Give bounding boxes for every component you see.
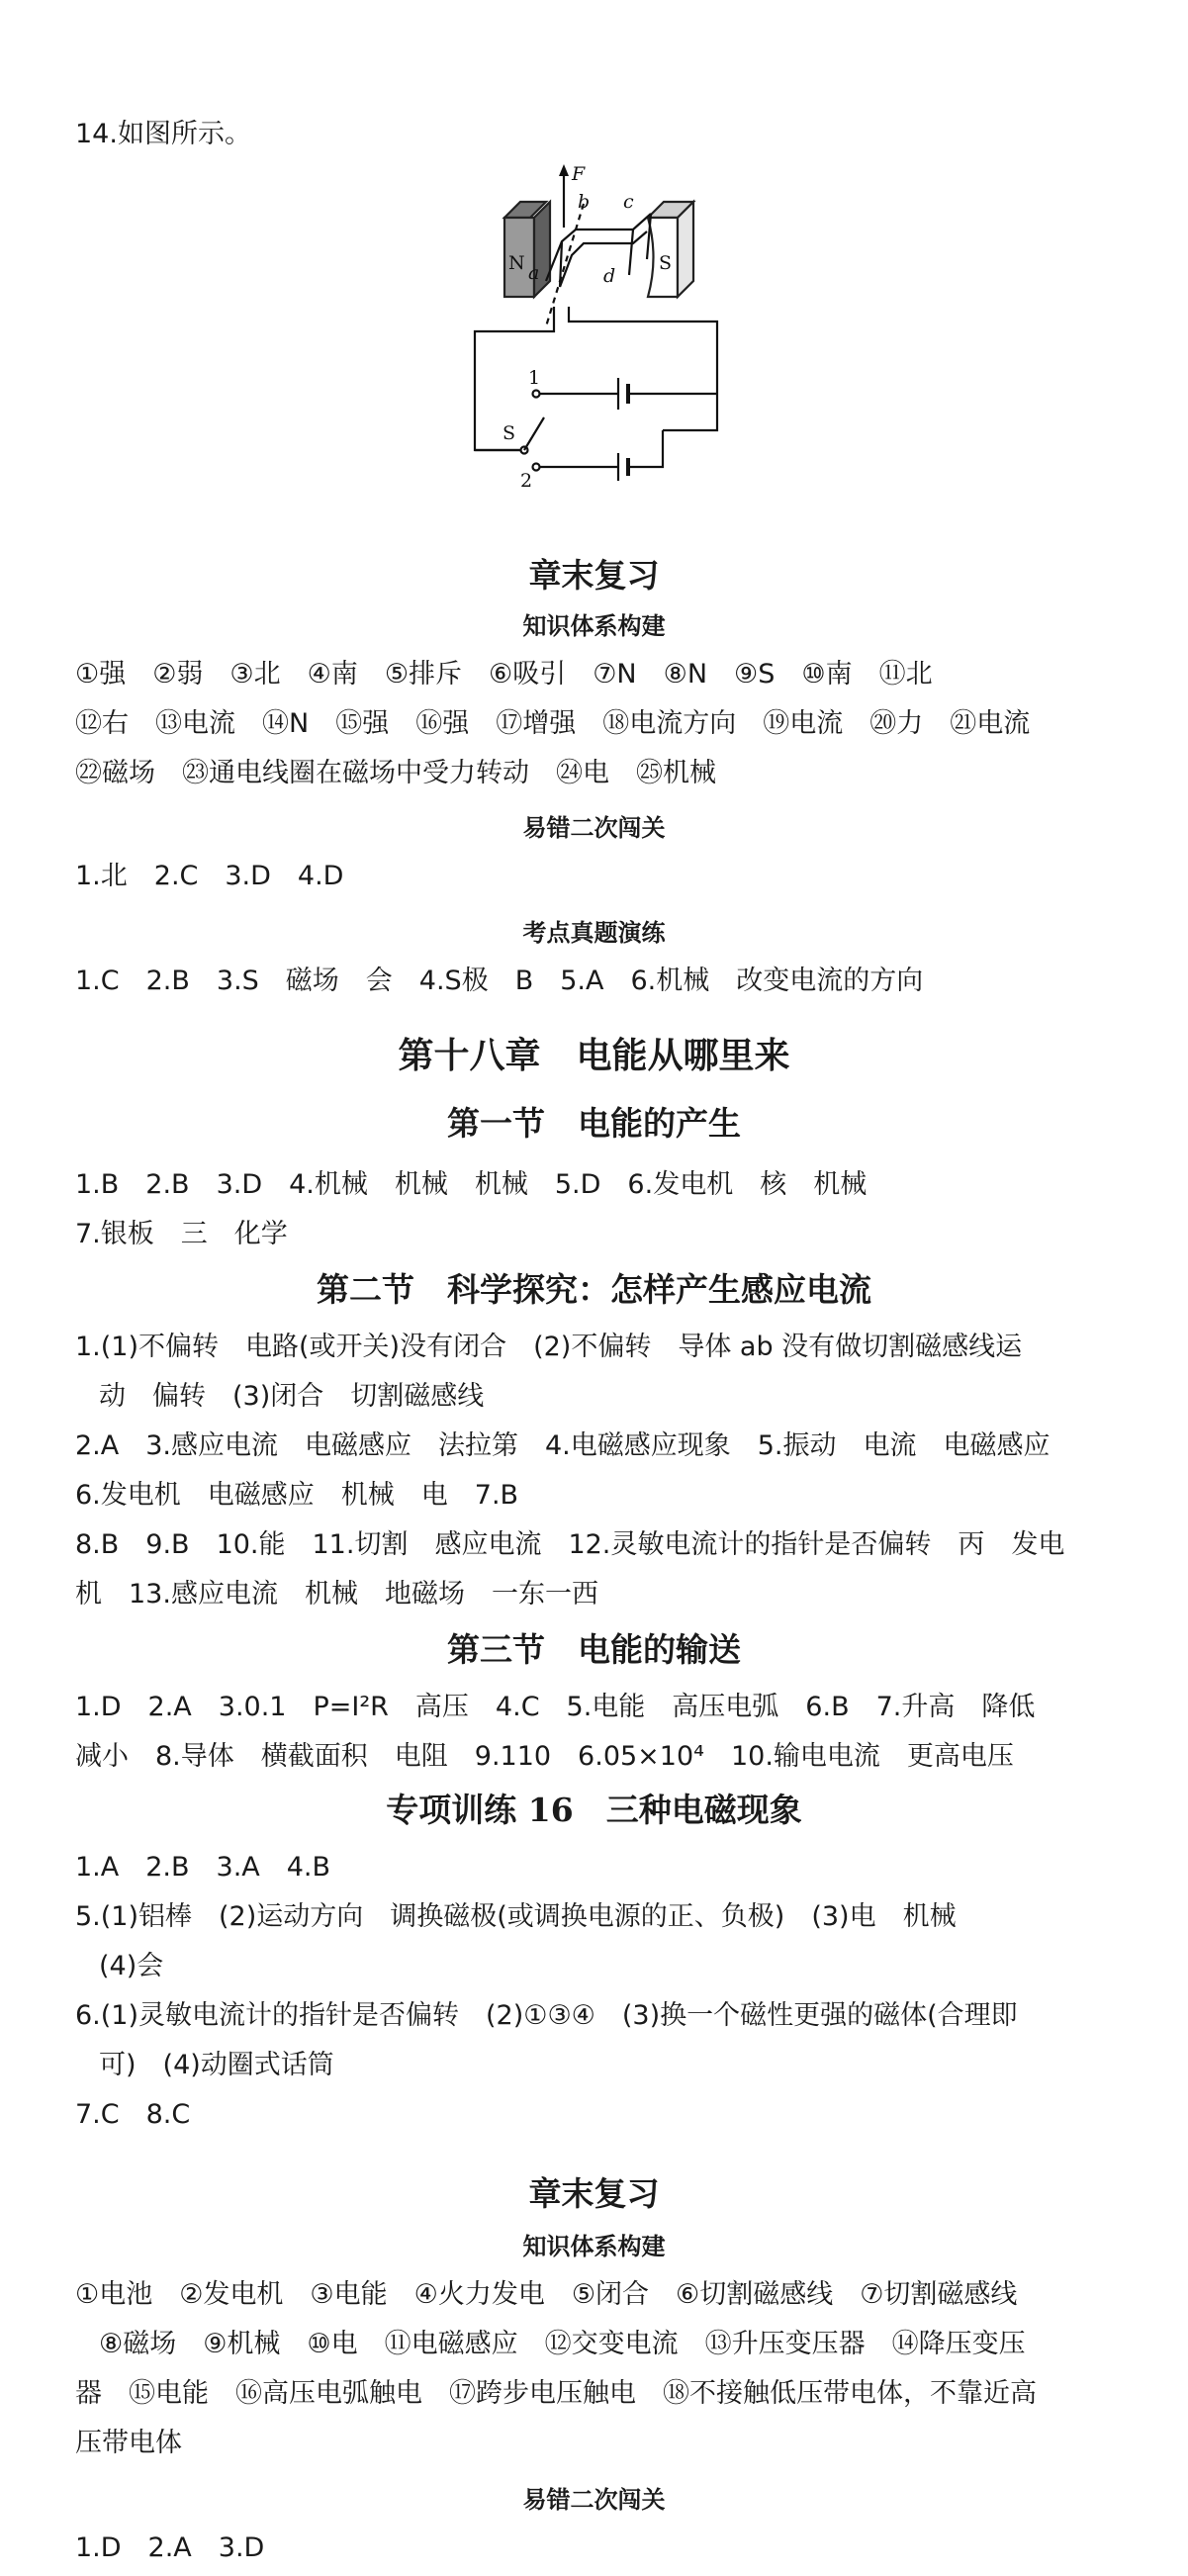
ch18-s1-title: 第一节 电能的产生 [447, 1104, 741, 1143]
ch18-kb-line-3: 器 ⑮电能 ⑯高压电弧触电 ⑰跨步电压触电 ⑱不接触低压带电体，不靠近高 [75, 2378, 1037, 2409]
label-s-pole: S [659, 252, 673, 274]
ch17-kb-line-3: ㉒磁场 ㉓通电线圈在磁场中受力转动 ㉔电 ㉕机械 [75, 758, 716, 788]
ch18-err-line: 1.D 2.A 3.D [75, 2532, 265, 2563]
label-d: d [603, 265, 616, 287]
ch17-kb-title: 知识体系构建 [522, 612, 666, 640]
special-line-2: 5.(1)铝棒 (2)运动方向 调换磁极(或调换电源的正、负极) (3)电 机械 [75, 1901, 957, 1932]
terminal-1-label: 1 [528, 367, 541, 389]
electromagnet-circuit-diagram [465, 158, 742, 500]
ch17-exam-title: 考点真题演练 [522, 919, 666, 947]
switch-label: S [503, 422, 516, 444]
ch18-s2-line-1: 1.(1)不偏转 电路(或开关)没有闭合 (2)不偏转 导体 ab 没有做切割磁感线运 [75, 1332, 1023, 1362]
ch18-s3-line-2: 减小 8.导体 横截面积 电阻 9.110 6.05×10⁴ 10.输电电流 更高电压 [75, 1741, 1014, 1772]
ch17-err-line: 1.北 2.C 3.D 4.D [75, 861, 344, 891]
ch17-err-title: 易错二次闯关 [522, 814, 666, 842]
special-training-title: 专项训练 16 三种电磁现象 [386, 1791, 802, 1829]
ch18-kb-line-2: ⑧磁场 ⑨机械 ⑩电 ⑪电磁感应 ⑫交变电流 ⑬升压变压器 ⑭降压变压 [99, 2329, 1026, 2359]
ch18-s2-line-4: 6.发电机 电磁感应 机械 电 7.B [75, 1480, 519, 1511]
special-line-5: 可) (4)动圈式话筒 [99, 2050, 334, 2080]
question-14: 14.如图所示。 [75, 119, 251, 149]
ch17-review-title: 章末复习 [528, 556, 660, 595]
ch18-s2-line-2: 动 偏转 (3)闭合 切割磁感线 [99, 1381, 485, 1412]
ch18-kb-title: 知识体系构建 [522, 2233, 666, 2260]
label-c: c [623, 191, 634, 213]
force-label: F [572, 163, 586, 185]
label-a: a [528, 262, 540, 284]
special-line-4: 6.(1)灵敏电流计的指针是否偏转 (2)①③④ (3)换一个磁性更强的磁体(合理即 [75, 2000, 1018, 2031]
ch18-title: 第十八章 电能从哪里来 [398, 1035, 790, 1076]
label-n-pole: N [508, 252, 525, 274]
ch18-s2-line-6: 机 13.感应电流 机械 地磁场 一东一西 [75, 1579, 598, 1610]
terminal-2-label: 2 [520, 470, 533, 492]
ch18-s2-line-3: 2.A 3.感应电流 电磁感应 法拉第 4.电磁感应现象 5.振动 电流 电磁感应 [75, 1430, 1051, 1461]
ch18-s1-line-1: 1.B 2.B 3.D 4.机械 机械 机械 5.D 6.发电机 核 机械 [75, 1169, 868, 1200]
ch18-kb-line-4: 压带电体 [75, 2428, 182, 2458]
ch18-review-title: 章末复习 [528, 2174, 660, 2213]
ch17-kb-line-1: ①强 ②弱 ③北 ④南 ⑤排斥 ⑥吸引 ⑦N ⑧N ⑨S ⑩南 ⑪北 [75, 659, 933, 690]
ch18-s2-title: 第二节 科学探究：怎样产生感应电流 [317, 1270, 871, 1309]
ch18-kb-line-1: ①电池 ②发电机 ③电能 ④火力发电 ⑤闭合 ⑥切割磁感线 ⑦切割磁感线 [75, 2279, 1018, 2310]
ch18-s3-title: 第三节 电能的输送 [447, 1630, 741, 1669]
ch17-exam-line: 1.C 2.B 3.S 磁场 会 4.S极 B 5.A 6.机械 改变电流的方向 [75, 966, 924, 996]
ch18-s3-line-1: 1.D 2.A 3.0.1 P=I²R 高压 4.C 5.电能 高压电弧 6.B 7.升高 降低 [75, 1692, 1036, 1722]
special-line-6: 7.C 8.C [75, 2099, 191, 2130]
ch17-kb-line-2: ⑫右 ⑬电流 ⑭N ⑮强 ⑯强 ⑰增强 ⑱电流方向 ⑲电流 ⑳力 ㉑电流 [75, 708, 1031, 739]
ch18-s1-line-2: 7.银板 三 化学 [75, 1219, 288, 1249]
ch18-err-title: 易错二次闯关 [522, 2486, 666, 2514]
label-b: b [578, 191, 591, 213]
special-line-3: (4)会 [99, 1951, 164, 1981]
ch18-s2-line-5: 8.B 9.B 10.能 11.切割 感应电流 12.灵敏电流计的指针是否偏转 丙 发电 [75, 1529, 1065, 1560]
special-line-1: 1.A 2.B 3.A 4.B [75, 1852, 331, 1883]
